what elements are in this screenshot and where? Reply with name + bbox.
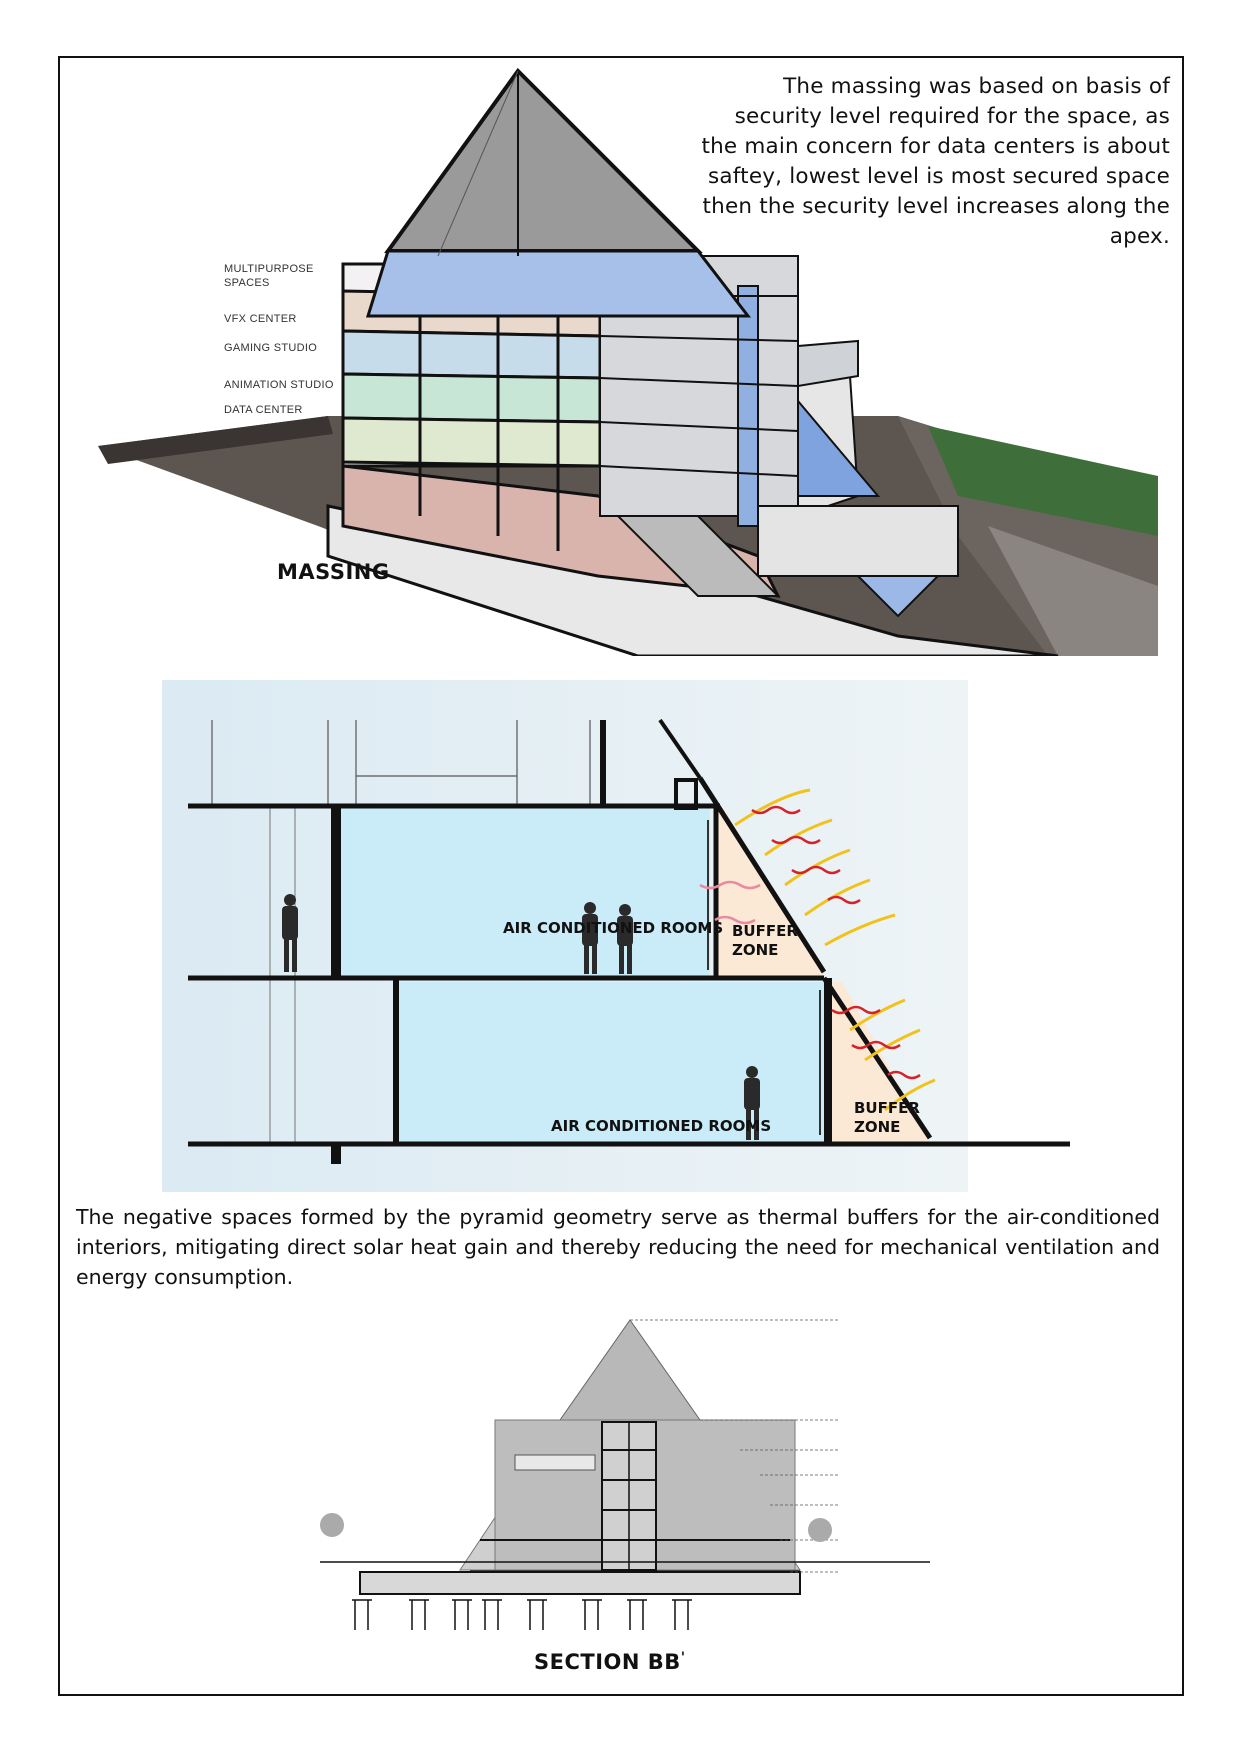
upper-room-label: AIR CONDITIONED ROOMS xyxy=(503,919,724,937)
section-bb-title-prime: ' xyxy=(680,1650,686,1666)
upper-ac-room xyxy=(338,808,710,976)
lower-buffer-label-line1: BUFFER xyxy=(854,1099,920,1117)
lower-buffer-label xyxy=(854,1099,920,1137)
massing-title: MASSING xyxy=(277,560,390,584)
pyramid-glazing xyxy=(368,251,748,316)
lower-buffer-label-line2: ZONE xyxy=(854,1118,901,1136)
floor-vfx xyxy=(343,331,600,378)
upper-buffer-label-line2: ZONE xyxy=(732,941,779,959)
label-vfx-center: VFX CENTER xyxy=(224,313,297,325)
floor-animation xyxy=(343,418,600,466)
upper-buffer-label xyxy=(732,922,798,960)
section-bb-drawing xyxy=(320,1310,930,1640)
lower-room-label: AIR CONDITIONED ROOMS xyxy=(551,1117,772,1135)
thermal-buffer-description: The negative spaces formed by the pyramid geometry serve as thermal buffers for the air-conditioned interiors, mitigating direct solar heat gain and thereby reducing the need for mechanical ventilation and energy consumption. xyxy=(76,1205,1160,1289)
section-bb-title xyxy=(534,1650,686,1674)
upper-buffer-label-line1: BUFFER xyxy=(732,922,798,940)
pyramid-apex xyxy=(388,71,698,251)
section-pyramid-top xyxy=(560,1320,700,1420)
section-bb-title-text: SECTION BB xyxy=(534,1650,681,1674)
label-animation-studio: ANIMATION STUDIO xyxy=(224,379,334,391)
label-data-center: DATA CENTER xyxy=(224,404,303,416)
massing-intro-text: The massing was based on basis of security level required for the space, as the main concern for data centers is about saftey, lowest level is most secured space then the security level increases along the apex. xyxy=(701,74,1170,249)
label-gaming-studio: GAMING STUDIO xyxy=(224,342,318,354)
section-piles xyxy=(352,1600,692,1630)
floor-gaming xyxy=(343,374,600,422)
label-multipurpose-spaces: MULTIPURPOSE SPACES xyxy=(224,263,314,289)
